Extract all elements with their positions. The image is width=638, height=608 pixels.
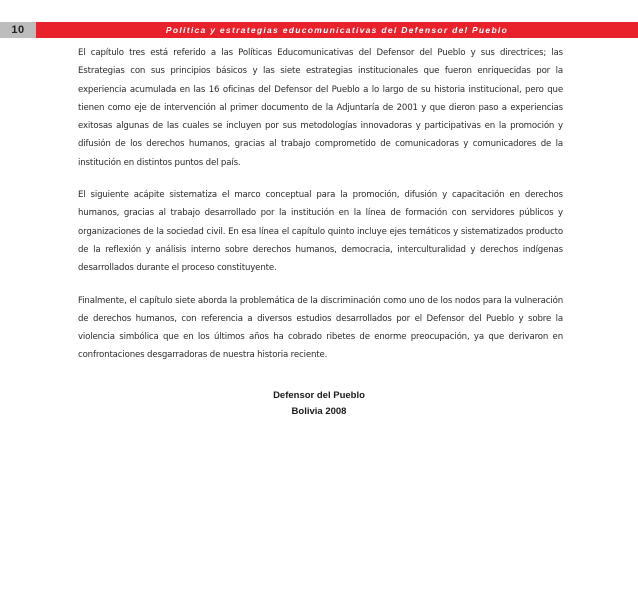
signature	[0, 388, 638, 420]
page-number: 10	[0, 22, 36, 38]
paragraph-1: El capítulo tres está referido a las Políticas Educomunicativas del Defensor del Pueblo y sus directrices; las Estrategias con sus principios básicos y las siete estrategias institucionales que fueron enriquecidas por la experiencia acumulada en las 16 oficinas del Defensor del Pueblo a lo largo de su historia institucional, pero que tienen como eje de intervención al primer documento de la Adjuntaría de 2001 y que dieron paso a experiencias exitosas algunas de las cuales se incluyen por sus metodologías innovadoras y participativas en la promoción y difusión de los derechos humanos, gracias al trabajo comprometido de comunicadoras y comunicadores de la institución en distintos puntos del país.	[78, 48, 563, 168]
paragraph-3: Finalmente, el capítulo siete aborda la problemática de la discriminación como uno de los nodos para la vulneración de derechos humanos, con referencia a diversos estudios desarrollados por el Defensor del Pueblo y sobre la violencia simbólica que en los últimos años ha cobrado ribetes de enorme preocupación, ya que derivaron en confrontaciones desgarradoras de nuestra historia reciente.	[78, 295, 563, 361]
running-title: Política y estrategias educomunicativas del Defensor del Pueblo	[165, 25, 509, 35]
signature-author: Defensor del Pueblo	[273, 390, 365, 401]
header-bar	[0, 22, 638, 38]
body-text	[78, 44, 563, 379]
paragraph-2: El siguiente acápite sistematiza el marco conceptual para la promoción, difusión y capacitación en derechos humanos, gracias al trabajo desarrollado por la institución en la línea de formación con servidores públicos y organizaciones de la sociedad civil. En esa línea el capítulo quinto incluye ejes temáticos y sistematizados producto de la reflexión y análisis interno sobre derechos humanos, democracia, interculturalidad y derechos indígenas desarrollados durante el proceso constituyente.	[78, 190, 563, 274]
signature-place-date: Bolivia 2008	[291, 406, 347, 417]
